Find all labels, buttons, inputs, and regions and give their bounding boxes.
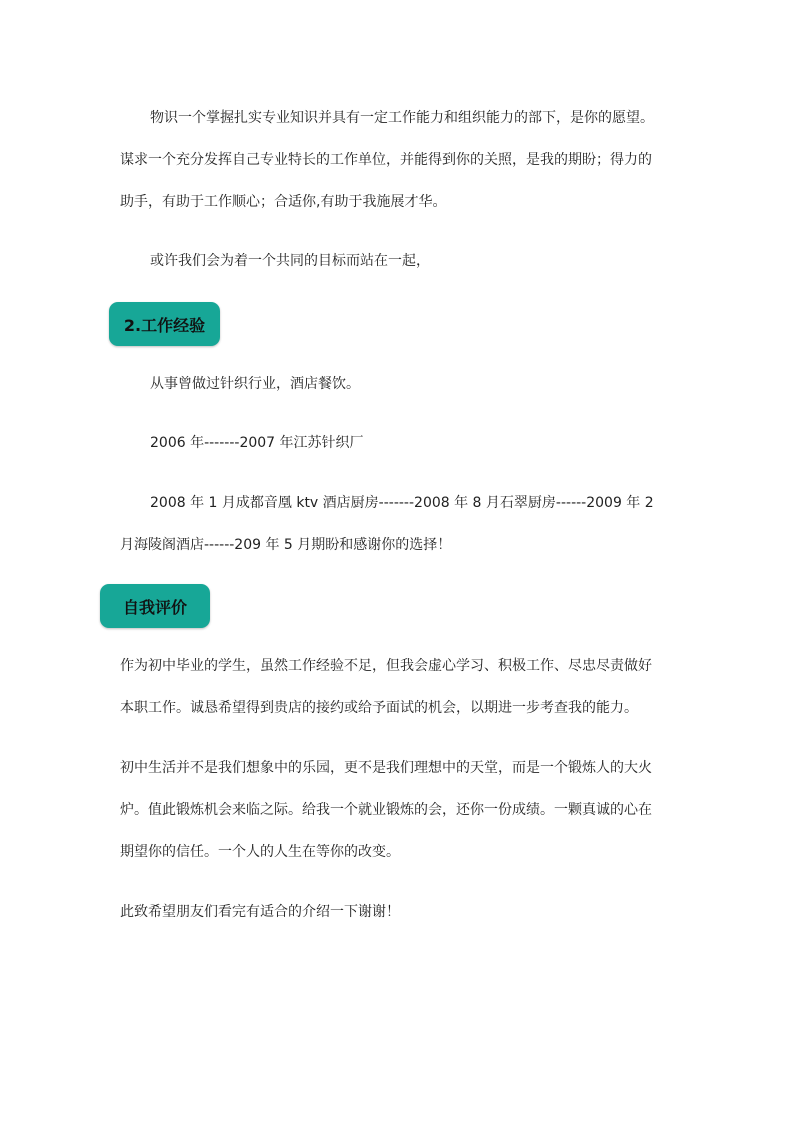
work-experience-heading: 2.工作经验 bbox=[109, 302, 220, 346]
self-para-2-line-2: 炉。值此锻炼机会来临之际。给我一个就业锻炼的会，还你一份成绩。一颗真诚的心在 bbox=[120, 802, 652, 818]
intro-line-3: 助手，有助于工作顺心；合适你,有助于我施展才华。 bbox=[120, 194, 447, 210]
self-closing: 此致希望朋友们看完有适合的介绍一下谢谢！ bbox=[120, 904, 400, 920]
self-para-1-line-2: 本职工作。诚恳希望得到贵店的接约或给予面试的机会，以期进一步考查我的能力。 bbox=[120, 700, 638, 716]
self-para-2-line-3: 期望你的信任。一个人的人生在等你的改变。 bbox=[120, 844, 400, 860]
work-summary: 从事曾做过针织行业，酒店餐饮。 bbox=[150, 376, 360, 392]
intro-line-2: 谋求一个充分发挥自己专业特长的工作单位，并能得到你的关照，是我的期盼；得力的 bbox=[120, 152, 652, 168]
work-entry-2-line-1: 2008 年 1 月成都音凰 ktv 酒店厨房-------2008 年 8 月石翠厨房------2009 年 2 bbox=[150, 495, 654, 511]
self-evaluation-heading: 自我评价 bbox=[100, 584, 210, 628]
self-para-2-line-1: 初中生活并不是我们想象中的乐园，更不是我们理想中的天堂，而是一个锻炼人的大火 bbox=[120, 760, 652, 776]
intro-line-1: 物识一个掌握扎实专业知识并具有一定工作能力和组织能力的部下，是你的愿望。 bbox=[150, 110, 654, 126]
self-para-1-line-1: 作为初中毕业的学生，虽然工作经验不足，但我会虚心学习、积极工作、尽忠尽责做好 bbox=[120, 658, 652, 674]
work-entry-1: 2006 年-------2007 年江苏针织厂 bbox=[150, 435, 364, 451]
work-entry-2-line-2: 月海陵阁酒店------209 年 5 月期盼和感谢你的选择！ bbox=[120, 537, 452, 553]
intro-closing: 或许我们会为着一个共同的目标而站在一起， bbox=[150, 253, 430, 269]
